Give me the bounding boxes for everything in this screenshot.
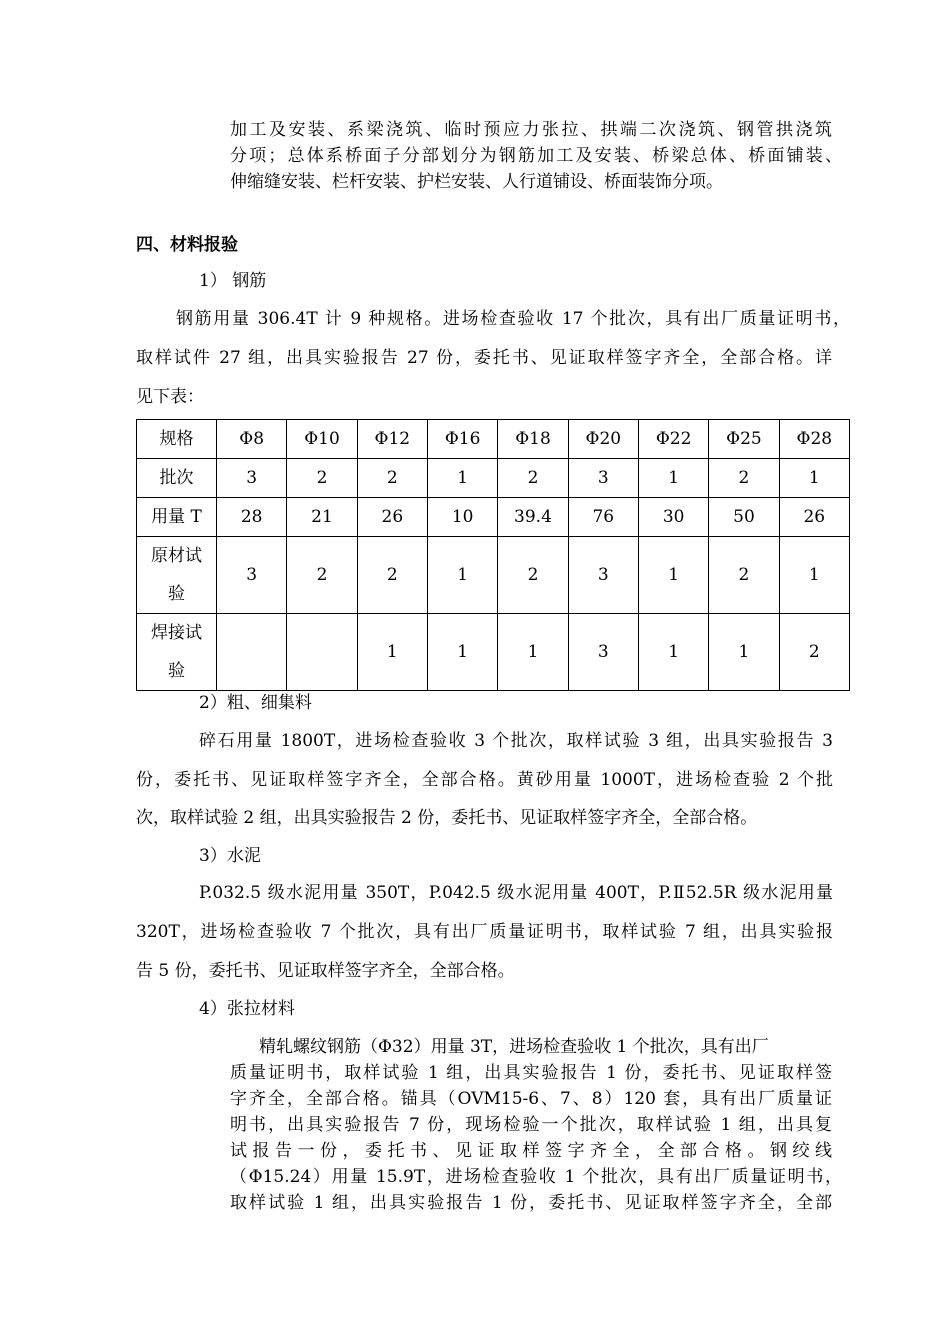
table-cell: 1	[357, 614, 427, 691]
section-title: 四、材料报验	[136, 235, 238, 255]
table-cell: Φ12	[357, 420, 427, 459]
table-cell: 2	[498, 459, 568, 498]
table-cell: 28	[217, 498, 287, 537]
table-cell: 50	[709, 498, 779, 537]
tension-line: 字齐全，全部合格。锚具（OVM15-6、7、8）120 套，具有出厂质量证	[230, 1089, 832, 1109]
table-row	[137, 537, 850, 614]
table-cell: 2	[287, 537, 357, 614]
intro-line: 分项；总体系桥面子分部划分为钢筋加工及安装、桥梁总体、桥面铺装、	[230, 146, 842, 166]
aggregate-line: 次，取样试验 2 组，出具实验报告 2 份，委托书、见证取样签字齐全，全部合格。	[136, 808, 758, 828]
table-cell: 用量 T	[137, 498, 217, 537]
table-cell: 1	[709, 614, 779, 691]
table-cell	[287, 614, 357, 691]
table-header-row	[137, 420, 850, 459]
table-cell: 2	[357, 537, 427, 614]
table-row-label	[137, 614, 217, 691]
table-cell: 76	[568, 498, 638, 537]
table-cell: 2	[779, 614, 849, 691]
table-row	[137, 459, 850, 498]
table-cell: 21	[287, 498, 357, 537]
table-cell: 3	[217, 459, 287, 498]
table-cell: 30	[638, 498, 708, 537]
rebar-subtitle: 1） 钢筋	[199, 271, 267, 291]
table-cell: 10	[427, 498, 497, 537]
table-cell: 3	[217, 537, 287, 614]
intro-line: 加工及安装、系梁浇筑、临时预应力张拉、拱端二次浇筑、钢管拱浇筑	[230, 120, 832, 140]
table-cell: 3	[568, 459, 638, 498]
cement-line: P.032.5 级水泥用量 350T，P.042.5 级水泥用量 400T，P.Ⅱ52.5R 级水泥用量	[199, 883, 833, 903]
table-cell: 2	[709, 459, 779, 498]
cement-subtitle: 3）水泥	[199, 846, 261, 866]
table-cell: 1	[427, 537, 497, 614]
table-cell: 规格	[137, 420, 217, 459]
aggregate-subtitle: 2）粗、细集料	[199, 693, 312, 713]
table-cell: 2	[498, 537, 568, 614]
intro-line: 伸缩缝安装、栏杆安装、护栏安装、人行道铺设、桥面装饰分项。	[230, 172, 723, 192]
row-label-line: 验	[168, 661, 185, 681]
table-cell: Φ10	[287, 420, 357, 459]
row-label-line: 验	[168, 584, 185, 604]
tension-line: （Φ15.24）用量 15.9T，进场检查验收 1 个批次，具有出厂质量证明书，	[230, 1167, 842, 1187]
table-cell: 2	[287, 459, 357, 498]
table-cell: 1	[779, 537, 849, 614]
table-cell: 1	[638, 459, 708, 498]
table-cell: Φ18	[498, 420, 568, 459]
table-cell: 2	[709, 537, 779, 614]
row-label-line: 原材试	[151, 546, 202, 566]
aggregate-line: 份，委托书、见证取样签字齐全，全部合格。黄砂用量 1000T，进场检查验 2 个批	[136, 770, 833, 790]
table-cell	[217, 614, 287, 691]
tension-line: 取样试验 1 组，出具实验报告 1 份，委托书、见证取样签字齐全，全部	[230, 1193, 832, 1213]
table-cell: Φ8	[217, 420, 287, 459]
table-cell: 1	[427, 459, 497, 498]
cement-line: 告 5 份，委托书、见证取样签字齐全，全部合格。	[136, 961, 515, 981]
rebar-table	[136, 419, 850, 691]
table-cell: 26	[357, 498, 427, 537]
rebar-line: 见下表：	[136, 387, 204, 407]
tension-line: 试报告一份，委托书、见证取样签字齐全，全部合格。钢绞线	[230, 1141, 832, 1161]
rebar-line: 钢筋用量 306.4T 计 9 种规格。进场检查验收 17 个批次，具有出厂质量证明书，	[176, 309, 850, 329]
aggregate-line: 碎石用量 1800T，进场检查验收 3 个批次，取样试验 3 组，出具实验报告 3	[199, 731, 833, 751]
table-cell: 2	[357, 459, 427, 498]
table-cell: 1	[498, 614, 568, 691]
tension-subtitle: 4）张拉材料	[199, 999, 295, 1019]
table-row	[137, 614, 850, 691]
cement-line: 320T，进场检查验收 7 个批次，具有出厂质量证明书，取样试验 7 组，出具实验报	[136, 922, 833, 942]
tension-line: 质量证明书，取样试验 1 组，出具实验报告 1 份，委托书、见证取样签	[230, 1063, 832, 1083]
table-cell: 1	[427, 614, 497, 691]
table-cell: 1	[638, 537, 708, 614]
row-label-line: 焊接试	[151, 623, 202, 643]
table-cell: Φ20	[568, 420, 638, 459]
table-cell: Φ28	[779, 420, 849, 459]
table-cell: 3	[568, 537, 638, 614]
table-cell: 3	[568, 614, 638, 691]
table-cell: Φ25	[709, 420, 779, 459]
table-cell: 1	[638, 614, 708, 691]
table-cell: Φ22	[638, 420, 708, 459]
tension-line: 精轧螺纹钢筋（Φ32）用量 3T，进场检查验收 1 个批次，具有出厂	[259, 1037, 769, 1057]
table-row	[137, 498, 850, 537]
table-cell: 26	[779, 498, 849, 537]
rebar-line: 取样试件 27 组，出具实验报告 27 份，委托书、见证取样签字齐全，全部合格。详	[136, 348, 832, 368]
tension-line: 明书，出具实验报告 7 份，现场检验一个批次，取样试验 1 组，出具复	[230, 1115, 832, 1135]
table-cell: 批次	[137, 459, 217, 498]
table-cell: Φ16	[427, 420, 497, 459]
table-cell: 39.4	[498, 498, 568, 537]
table-row-label	[137, 537, 217, 614]
table-cell: 1	[779, 459, 849, 498]
